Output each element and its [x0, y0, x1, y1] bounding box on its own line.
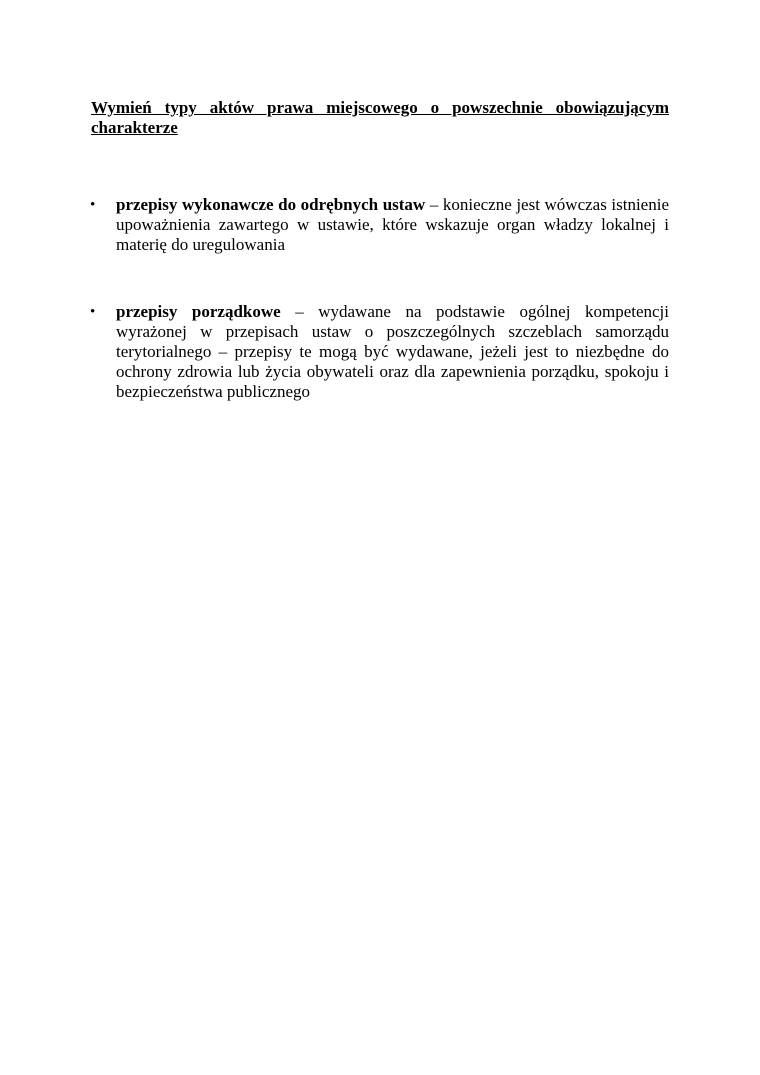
item-term: przepisy porządkowe [116, 302, 281, 321]
item-description: – konieczne jest wówczas istnienie upoważnienia zawartego w ustawie, które wskazuje organ władzy lokalnej i materię do uregulowania [116, 195, 669, 254]
bullet-icon: • [90, 197, 96, 213]
item-description: – wydawane na podstawie ogólnej kompetencji wyrażonej w przepisach ustaw o poszczególnych szczeblach samorządu terytorialnego – przepisy te mogą być wydawane, jeżeli jest to niezbędne do ochrony zdrowia lub życia obywateli oraz dla zapewnienia porządku, spokoju i bezpieczeństwa publicznego [116, 302, 669, 401]
list-item [91, 302, 669, 402]
document-content [91, 98, 669, 402]
answer-list [91, 195, 669, 402]
bullet-icon: • [90, 304, 96, 320]
question-heading: Wymień typy aktów prawa miejscowego o powszechnie obowiązującym charakterze [91, 98, 669, 137]
list-item [91, 195, 669, 255]
item-term: przepisy wykonawcze do odrębnych ustaw [116, 195, 426, 214]
